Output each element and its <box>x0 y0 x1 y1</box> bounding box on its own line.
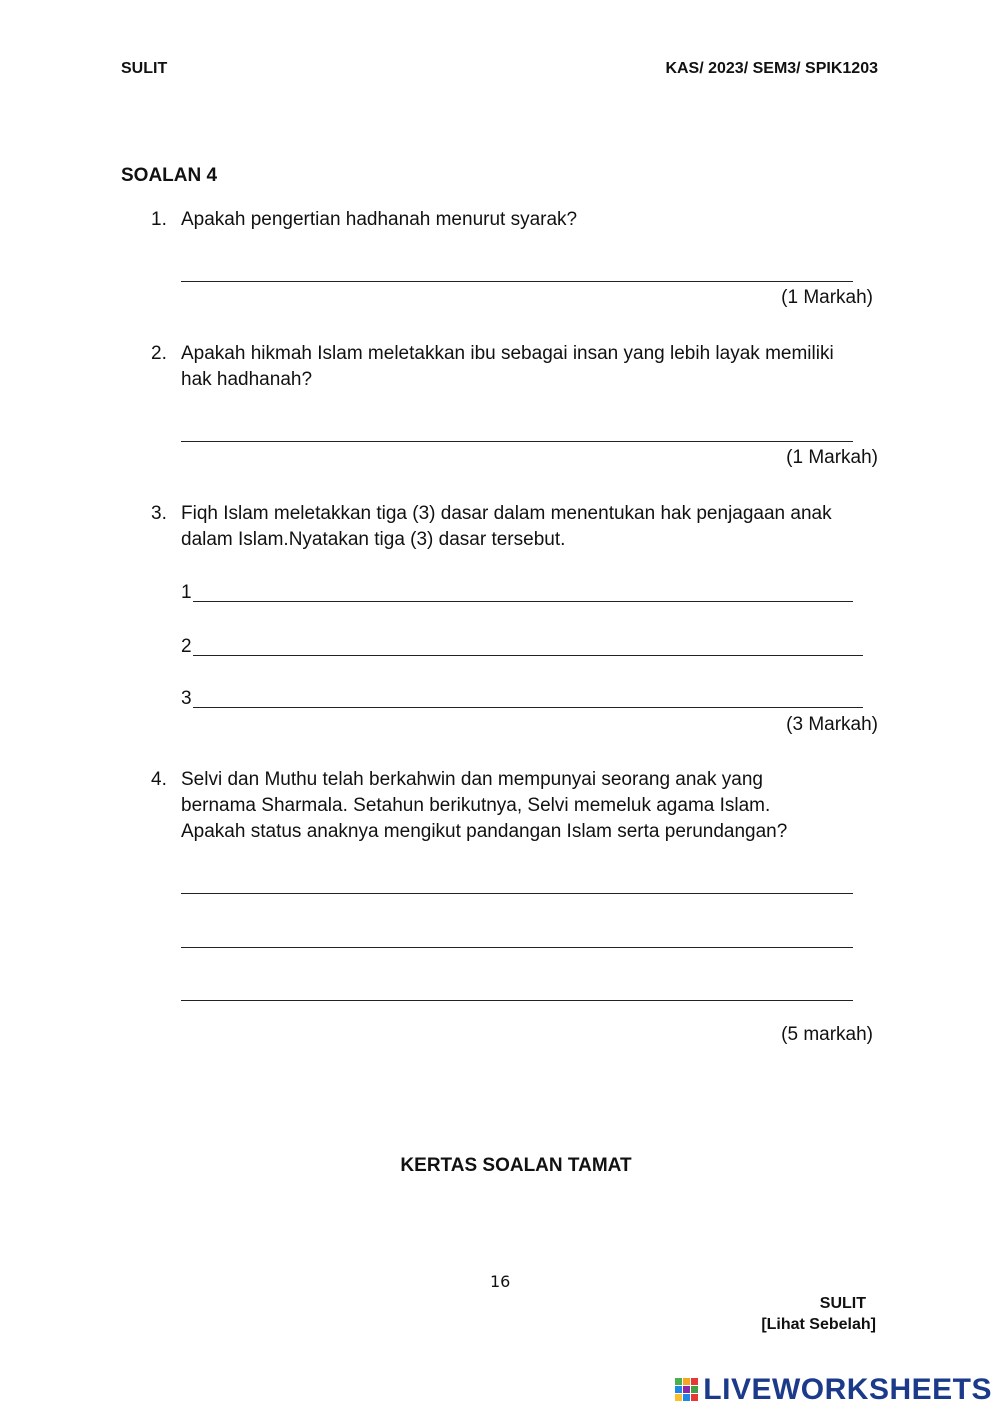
question-text: Apakah status anaknya mengikut pandangan Islam serta perundangan? <box>181 821 788 842</box>
liveworksheets-watermark[interactable] <box>675 1373 992 1407</box>
question-number: 4. <box>151 769 167 790</box>
end-of-paper-text: KERTAS SOALAN TAMAT <box>400 1155 632 1176</box>
watermark-text: LIVEWORKSHEETS <box>703 1373 992 1406</box>
answer-label: 3 <box>181 688 192 709</box>
footer <box>676 1293 876 1335</box>
answer-line[interactable] <box>193 655 863 656</box>
section-title: SOALAN 4 <box>121 165 218 186</box>
question-text: Apakah pengertian hadhanah menurut syarak? <box>181 209 578 230</box>
answer-line[interactable] <box>181 441 853 442</box>
marks-label: (1 Markah) <box>781 287 873 308</box>
page-number: 16 <box>490 1272 511 1291</box>
marks-label: (3 Markah) <box>786 714 878 735</box>
answer-line[interactable] <box>181 893 853 894</box>
question-text: Fiqh Islam meletakkan tiga (3) dasar dalam menentukan hak penjagaan anak <box>181 503 832 524</box>
answer-line[interactable] <box>181 1000 853 1001</box>
marks-label: (1 Markah) <box>786 447 878 468</box>
answer-label: 1 <box>181 582 192 603</box>
header-right: KAS/ 2023/ SEM3/ SPIK1203 <box>665 60 878 77</box>
question-text: dalam Islam.Nyatakan tiga (3) dasar tersebut. <box>181 529 566 550</box>
question-number: 3. <box>151 503 167 524</box>
question-text: Selvi dan Muthu telah berkahwin dan mempunyai seorang anak yang <box>181 769 763 790</box>
header-left: SULIT <box>121 60 168 77</box>
answer-label: 2 <box>181 636 192 657</box>
footer-sulit: SULIT <box>819 1295 866 1312</box>
question-text: hak hadhanah? <box>181 369 313 390</box>
answer-line[interactable] <box>181 947 853 948</box>
answer-line[interactable] <box>193 707 863 708</box>
answer-line[interactable] <box>193 601 853 602</box>
question-number: 2. <box>151 343 167 364</box>
question-text: Apakah hikmah Islam meletakkan ibu sebagai insan yang lebih layak memiliki <box>181 343 834 364</box>
footer-next-page: [Lihat Sebelah] <box>761 1316 876 1333</box>
answer-line[interactable] <box>181 281 853 282</box>
marks-label: (5 markah) <box>781 1024 873 1045</box>
liveworksheets-logo-icon <box>675 1376 699 1400</box>
question-number: 1. <box>151 209 167 230</box>
question-text: bernama Sharmala. Setahun berikutnya, Selvi memeluk agama Islam. <box>181 795 771 816</box>
